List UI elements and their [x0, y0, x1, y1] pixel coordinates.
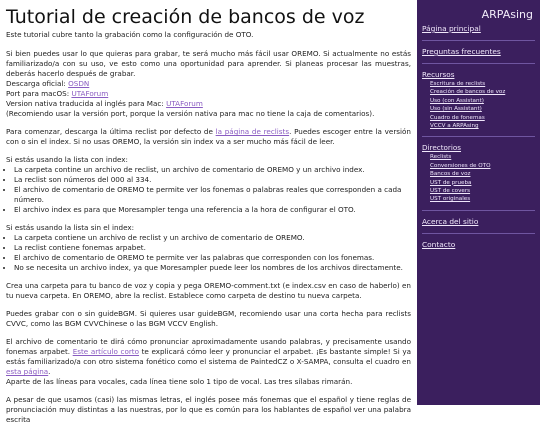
page-title: Tutorial de creación de bancos de voz — [6, 6, 365, 28]
folder-paragraph: Crea una carpeta para tu banco de voz y copia y pega OREMO-comment.txt (e index.csv en caso de haberlo) en tu nueva carpeta. En OREMO, abre la reclist. Establece como carpeta de destino tu nueva carpeta. — [6, 281, 411, 300]
sidebar-item-original-ust[interactable]: UST originales — [430, 196, 471, 203]
with-index-list — [6, 165, 411, 215]
sidebar-about-link[interactable]: Acerca del sitio — [422, 216, 479, 226]
list-item: • No se necesita un archivo index, ya que Moresampler puede leer los nombres de los archivos directamente. — [14, 263, 411, 273]
site-brand: ARPAsing — [481, 8, 533, 21]
sidebar — [417, 0, 540, 405]
without-index-heading: Si estás usando la lista sin el index: — [6, 223, 135, 232]
sidebar-divider — [422, 233, 535, 234]
sidebar-item-usage-without-assistant[interactable]: Uso (sin Assistant) — [430, 106, 482, 113]
intro-paragraph: Si bien puedes usar lo que quieras para grabar, te será mucho más fácil usar OREMO. Si actualmente no estás familiarizado/a con su uso, ve esto como una oportunidad para aprender. Si planeas procesar las muestras, deberás hacerlo después de grabar. Descarga oficial: OSDN Port para macOS: UTAForum Version nativa traducida al inglés para Mac: UTAForum (Recomiendo usar la versión port, porque la versión nativa para mac no tiene la caja de comentarios). — [6, 49, 411, 118]
sidebar-item-reclists[interactable]: Reclists — [430, 154, 452, 161]
comment-paragraph: El archivo de comentario te dirá cómo pronunciar aproximadamente usando palabras, y precisamente usando fonemas arpabet. Este artículo corto te explicará cómo leer y pronunciar el arpabet. ¡Es bastante simple! Si ya estás familiarizado/a con otro sistema fonético como el sistema de PaintedCZ o X-SAMPA, consulta el cuadro en esta página. — [6, 337, 411, 376]
arpabet-article-link[interactable]: Este artículo corto — [72, 347, 140, 356]
phoneme-chart-link[interactable]: esta página — [6, 367, 49, 376]
start-paragraph: Para comenzar, descarga la última reclist por defecto de la página de reclists. Puedes escoger entre la versión con o sin el index. Si no usas OREMO, la versión sin index va a ser mucho más fácil de leer. — [6, 127, 411, 146]
sidebar-divider — [422, 210, 535, 211]
pronunciation-paragraph: A pesar de que usamos (casi) las mismas letras, el inglés posee más fonemas que el español y tiene reglas de pronunciación muy distintas a las nuestras, por lo que es común para los hablantes de español ver una palabra escrita — [6, 395, 411, 424]
macos-port-link[interactable]: UTAForum — [71, 89, 109, 98]
list-item: • La reclist contiene fonemas arpabet. — [14, 243, 411, 253]
sidebar-directories-title[interactable]: Directorios — [422, 143, 462, 153]
page-subtitle: Este tutorial cubre tanto la grabación como la configuración de OTO. — [6, 30, 254, 39]
sidebar-item-vccv-to-arpasing[interactable]: VCCV a ARPAsing — [430, 123, 479, 130]
list-item: • La carpeta contine un archivo de reclist, un archivo de comentario de OREMO y un archivo index. — [14, 165, 411, 175]
list-item: • El archivo de comentario de OREMO te permite ver las palabras que corresponden con los fonemas. — [14, 253, 411, 263]
sidebar-item-voicebank-creation[interactable]: Creación de bancos de voz — [430, 89, 506, 96]
sidebar-divider — [422, 63, 535, 64]
with-index-heading: Si estás usando la lista con index: — [6, 155, 128, 164]
sidebar-item-cover-ust[interactable]: UST de covers — [430, 188, 471, 195]
sidebar-divider — [422, 136, 535, 137]
without-index-list — [6, 233, 411, 273]
list-item: • El archivo de comentario de OREMO te permite ver los fonemas o palabras reales que corresponden a cada número. — [14, 185, 411, 205]
sidebar-item-usage-with-assistant[interactable]: Uso (con Assistant) — [430, 97, 484, 104]
sidebar-item-phoneme-chart[interactable]: Cuadro de fonemas — [430, 114, 485, 121]
mac-native-link[interactable]: UTAForum — [166, 99, 203, 108]
sidebar-item-test-ust[interactable]: UST de prueba — [430, 179, 472, 186]
vowels-paragraph: Aparte de las líneas para vocales, cada línea tiene solo 1 tipo de vocal. Las tres sílabas rimarán. — [6, 377, 353, 386]
list-item: • La reclist son números del 000 al 334. — [14, 175, 411, 185]
sidebar-contact-link[interactable]: Contacto — [422, 239, 456, 249]
sidebar-item-oto-conversions[interactable]: Conversiones de OTO — [430, 162, 491, 169]
guidebgm-paragraph: Puedes grabar con o sin guideBGM. Si quieres usar guideBGM, recomiendo usar una corta hecha para reclists CVVC, como las BGM CVVChinese o las BGM VCCV English. — [6, 309, 411, 328]
sidebar-resources-title[interactable]: Recursos — [422, 70, 455, 79]
sidebar-home-link[interactable]: Página principal — [422, 24, 481, 33]
sidebar-item-reclist-writing[interactable]: Escritura de reclists — [430, 81, 486, 87]
list-item: • La carpeta contiene un archivo de reclist y un archivo de comentario de OREMO. — [14, 233, 411, 243]
sidebar-divider — [422, 40, 535, 41]
osdn-link[interactable]: OSDN — [68, 79, 90, 88]
sidebar-item-voicebanks[interactable]: Bancos de voz — [430, 171, 471, 178]
reclists-page-link[interactable]: la página de reclists — [215, 127, 290, 136]
list-item: • El archivo index es para que Moresampler tenga una referencia a la hora de configurar el OTO. — [14, 205, 411, 215]
sidebar-faq-link[interactable]: Preguntas frecuentes — [422, 47, 501, 56]
